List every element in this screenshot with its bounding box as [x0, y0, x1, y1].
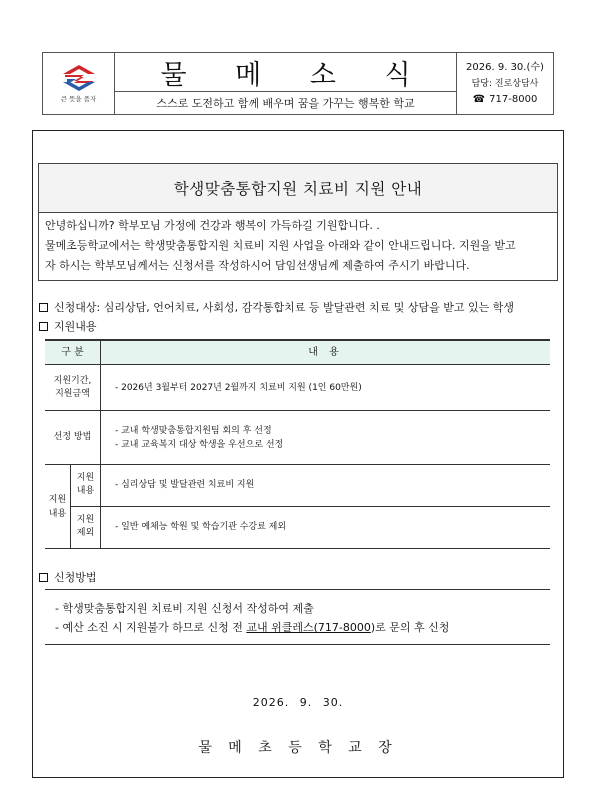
- sub-label-line: 지원: [76, 515, 95, 526]
- newsletter-title: 물 메 소 식: [160, 59, 431, 91]
- school-slogan: 스스로 도전하고 함께 배우며 꿈을 가꾸는 행복한 학교: [115, 91, 456, 114]
- sub-row-label: [71, 465, 101, 506]
- logo-caption: 큰 뜻을 품자: [60, 95, 97, 103]
- support-section-heading: [39, 318, 97, 334]
- method-section-heading: [39, 569, 97, 585]
- group-rows: [71, 465, 550, 548]
- principal-signature: 물 메 초 등 학 교 장: [198, 740, 398, 756]
- header-content: 내 용: [308, 346, 343, 358]
- notice-frame: [32, 130, 564, 778]
- row-content-line: - 교내 학생맞춤통합지원팀 회의 후 선정: [115, 425, 272, 436]
- apply-line-text: - 예산 소진 시 지원불가 하므로 신청 전: [55, 621, 247, 634]
- apply-line: - 학생맞춤통합지원 치료비 지원 신청서 작성하여 제출: [55, 602, 314, 615]
- table-group: [45, 465, 550, 549]
- target-text: 신청대상: 심리상담, 언어치료, 사회성, 감각통합치료 등 발달관련 치료 및 상담을 받고 있는 학생: [54, 301, 514, 314]
- phone-icon: ☎: [472, 93, 486, 105]
- contact-role: 담당: 진로상담사: [471, 78, 539, 89]
- table-row: [45, 411, 550, 465]
- table-row: [71, 465, 550, 507]
- row-content: - 일반 예체능 학원 및 학습기관 수강료 제외: [115, 522, 287, 533]
- row-content-line: - 교내 교육복지 대상 학생을 우선으로 선정: [115, 439, 284, 450]
- table-row: [71, 507, 550, 549]
- method-heading-text: 신청방법: [54, 571, 97, 584]
- newsletter-header: [42, 52, 554, 115]
- table-header-row: [45, 339, 550, 365]
- apply-line: [55, 618, 550, 637]
- apply-line-text: )로 문의 후 신청: [370, 621, 450, 634]
- intro-line: 안녕하십니까? 학부모님 가정에 건강과 행복이 가득하길 기원합니다. .: [45, 219, 380, 232]
- intro-line: 물메초등학교에서는 학생맞춤통합지원 치료비 지원 사업을 아래와 같이 안내드립니다. 지원을 받고: [45, 239, 516, 252]
- notice-date: 2026. 9. 30.: [252, 696, 344, 709]
- school-logo-icon: [62, 64, 96, 92]
- group-label-line: 내용: [48, 508, 67, 519]
- support-table: [45, 339, 550, 549]
- checkbox-square-icon: [39, 322, 48, 331]
- apply-method-box: [45, 589, 550, 645]
- sub-label-line: 제외: [76, 528, 95, 539]
- row-label: 선정 방법: [45, 411, 101, 464]
- row-label: [45, 365, 101, 410]
- notice-title: 학생맞춤통합지원 치료비 지원 안내: [38, 163, 558, 213]
- row-label-line: 지원기간,: [53, 375, 92, 386]
- support-heading-text: 지원내용: [54, 320, 97, 333]
- checkbox-square-icon: [39, 573, 48, 582]
- issue-date: 2026. 9. 30.(수): [466, 61, 544, 73]
- row-content: - 심리상담 및 발달관련 치료비 지원: [115, 480, 255, 491]
- row-content: - 2026년 3월부터 2027년 2월까지 치료비 지원 (1인 60만원): [115, 382, 362, 393]
- target-section: [39, 299, 514, 315]
- group-label-line: 지원: [48, 494, 67, 505]
- school-logo: [43, 53, 115, 114]
- title-cell: [115, 53, 457, 114]
- checkbox-square-icon: [39, 303, 48, 312]
- row-content: [101, 411, 550, 464]
- group-label: [45, 465, 71, 548]
- table-row: [45, 365, 550, 411]
- contact-phone-row: [473, 92, 538, 108]
- intro-text: [38, 213, 558, 281]
- issue-info: [457, 53, 553, 114]
- header-category: 구 분: [45, 341, 101, 364]
- sub-label-line: 내용: [76, 486, 95, 497]
- sub-row-label: [71, 507, 101, 549]
- row-label-line: 지원금액: [55, 388, 90, 399]
- intro-line: 자 하시는 학부모님께서는 신청서를 작성하시어 담임선생님께 제출하여 주시기 바랍니다.: [45, 259, 470, 272]
- wee-class-contact: 교내 위클레스(717-8000: [246, 621, 371, 634]
- contact-phone: 717-8000: [489, 93, 538, 105]
- sub-label-line: 지원: [76, 473, 95, 484]
